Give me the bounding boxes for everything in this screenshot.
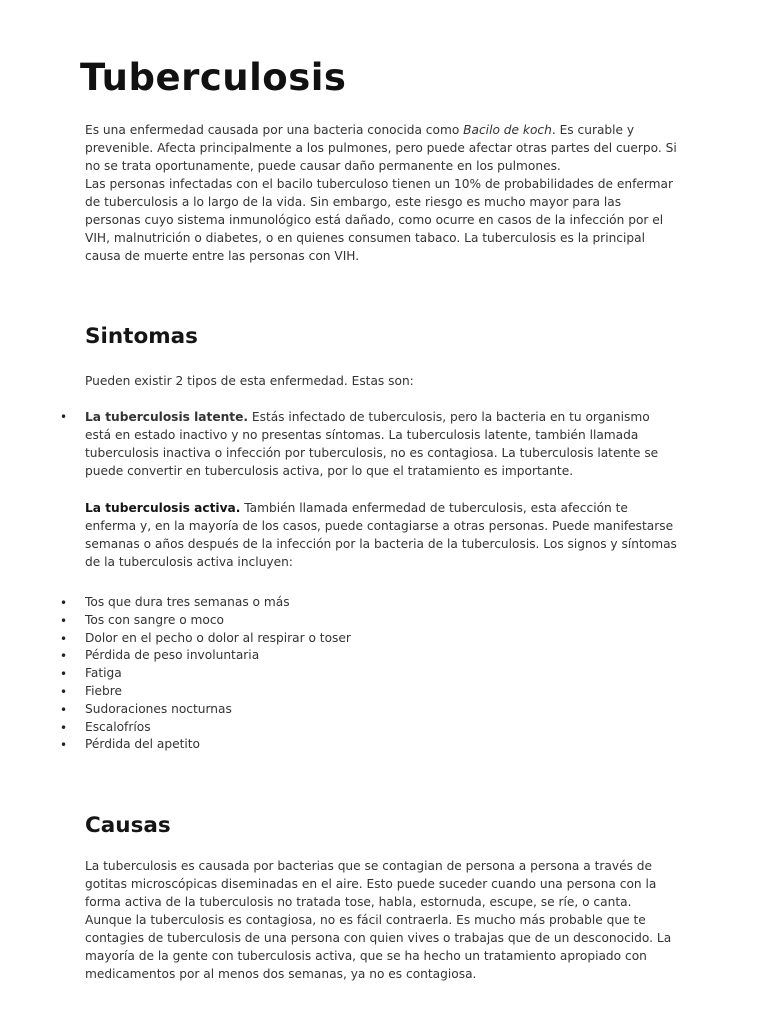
sintomas-heading: Sintomas bbox=[85, 324, 198, 349]
intro-text-1b: . Es curable y prevenible. Afecta principalmente a los pulmones, pero puede afectar otras partes del cuerpo. Si no se trata oportunamente, puede causar daño permanente en los pulmones. bbox=[85, 123, 677, 173]
symptoms-list bbox=[0, 594, 677, 754]
bullet-icon: • bbox=[60, 684, 68, 699]
symptom-text: Pérdida de peso involuntaria bbox=[85, 648, 260, 663]
causas-heading: Causas bbox=[85, 813, 171, 838]
list-item bbox=[0, 683, 677, 701]
causas-paragraph-1: La tuberculosis es causada por bacterias que se contagian de persona a persona a través de gotitas microscópicas diseminadas en el aire. Esto puede suceder cuando una persona con la forma activa de la tuberculosis no tratada tose, habla, estornuda, escupe, se ríe, o canta. bbox=[85, 859, 657, 909]
bullet-icon: • bbox=[60, 738, 68, 753]
list-item bbox=[0, 612, 677, 630]
page-title: Tuberculosis bbox=[80, 56, 347, 99]
types-list bbox=[0, 408, 677, 480]
symptom-text: Tos que dura tres semanas o más bbox=[85, 595, 290, 609]
bullet-icon: • bbox=[60, 649, 68, 664]
symptom-text: Fatiga bbox=[85, 666, 122, 681]
latente-label: La tuberculosis latente. bbox=[85, 410, 249, 424]
intro-paragraph-1 bbox=[85, 121, 677, 175]
activa-label: La tuberculosis activa. bbox=[85, 501, 241, 515]
bullet-icon: • bbox=[60, 631, 68, 646]
bullet-icon: • bbox=[60, 410, 68, 424]
bullet-icon: • bbox=[60, 667, 68, 682]
intro-section bbox=[85, 121, 677, 265]
list-item bbox=[0, 701, 677, 719]
activa-paragraph bbox=[85, 499, 677, 571]
bullet-icon: • bbox=[60, 613, 68, 628]
intro-paragraph-2: Las personas infectadas con el bacilo tuberculoso tienen un 10% de probabilidades de enfermar de tuberculosis a lo largo de la vida. Sin embargo, este riesgo es mucho mayor para las personas cuyo sistema inmunológico está dañado, como ocurre en casos de la infección por el VIH, malnutrición o diabetes, o en quienes consumen tabaco. La tuberculosis es la principal causa de muerte entre las personas con VIH. bbox=[85, 177, 674, 263]
symptom-text: Sudoraciones nocturnas bbox=[85, 701, 232, 716]
bullet-icon: • bbox=[60, 720, 68, 735]
symptom-text: Dolor en el pecho o dolor al respirar o toser bbox=[85, 630, 351, 645]
symptom-text: Escalofríos bbox=[85, 719, 151, 734]
causas-section bbox=[85, 857, 677, 983]
symptom-text: Tos con sangre o moco bbox=[85, 612, 225, 627]
list-item-latente bbox=[0, 408, 677, 480]
symptom-text: Pérdida del apetito bbox=[85, 737, 201, 752]
latente-text: Estás infectado de tuberculosis, pero la bacteria en tu organismo está en estado inactivo y no presentas síntomas. La tuberculosis latente, también llamada tuberculosis inactiva o infección por tuberculosis, no es contagiosa. La tuberculosis latente se puede convertir en tuberculosis activa, por lo que el tratamiento es importante. bbox=[85, 410, 659, 478]
causas-paragraph-2: Aunque la tuberculosis es contagiosa, no es fácil contraerla. Es mucho más probable que te contagies de tuberculosis de una persona con quien vives o trabajas que de un desconocido. La mayoría de la gente con tuberculosis activa, que se ha hecho un tratamiento apropiado con medicamentos por al menos dos semanas, ya no es contagiosa. bbox=[85, 913, 672, 981]
activa-text: También llamada enfermedad de tuberculosis, esta afección te enferma y, en la mayoría de los casos, puede contagiarse a otras personas. Puede manifestarse semanas o años después de la infección por la bacteria de la tuberculosis. Los signos y síntomas de la tuberculosis activa incluyen: bbox=[85, 501, 677, 569]
list-item bbox=[0, 665, 677, 683]
sintomas-lead: Pueden existir 2 tipos de esta enfermedad. Estas son: bbox=[85, 374, 414, 388]
symptom-text: Fiebre bbox=[85, 683, 122, 698]
list-item bbox=[0, 719, 677, 737]
list-item bbox=[0, 594, 677, 612]
intro-text-1a: Es una enfermedad causada por una bacteria conocida como bbox=[85, 123, 464, 137]
list-item bbox=[0, 647, 677, 665]
intro-italic-term: Bacilo de koch bbox=[463, 123, 552, 137]
bullet-icon: • bbox=[60, 596, 68, 610]
list-item bbox=[0, 736, 677, 754]
bullet-icon: • bbox=[60, 702, 68, 717]
list-item bbox=[0, 630, 677, 648]
